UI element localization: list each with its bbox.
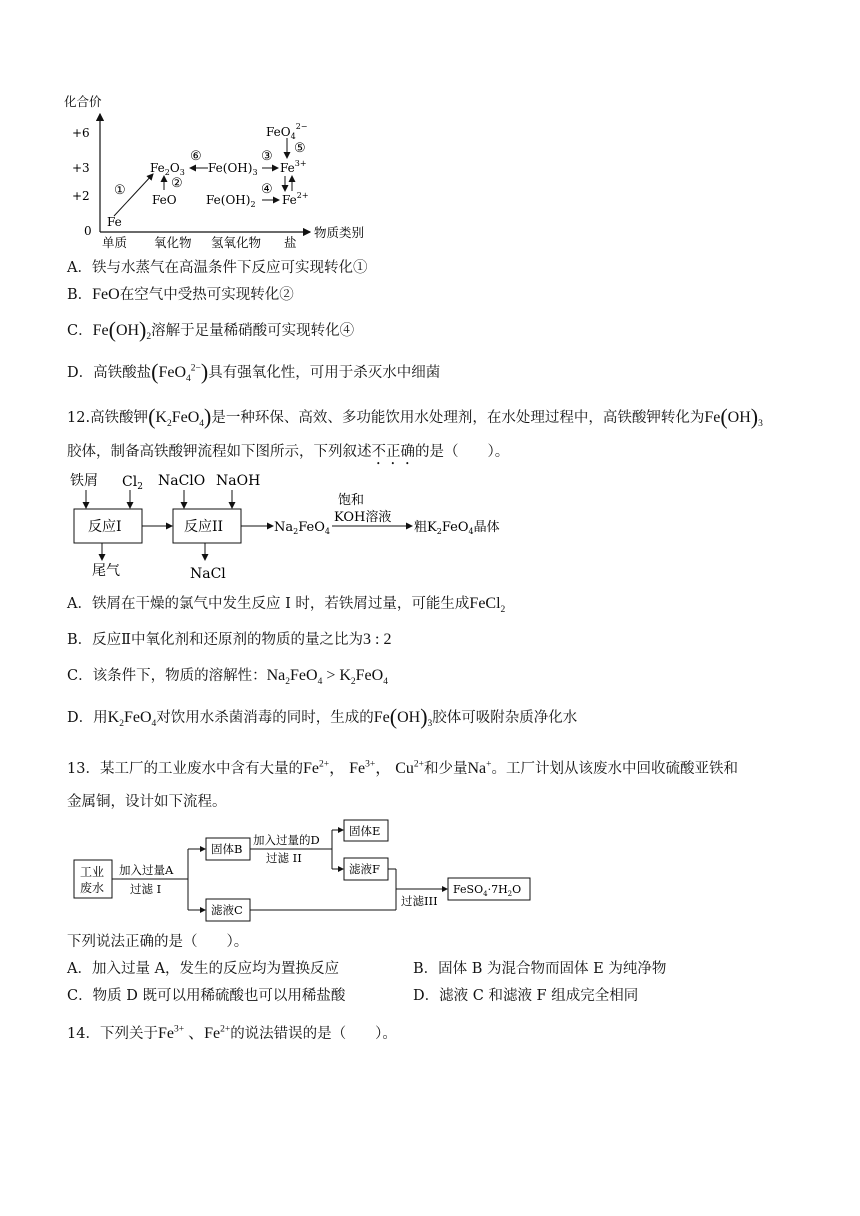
q13-text-2: 和少量 <box>423 761 468 777</box>
q12-text-2: 是一种环保、高效、多功能饮用水处理剂，在水处理过程中，高铁酸钾转化为 <box>211 410 705 426</box>
q13-na-ion: Na+ <box>467 759 492 777</box>
q12-option-b <box>67 630 391 650</box>
q12-box-reaction1: 反应I <box>88 519 122 535</box>
q11-b-label: B． <box>67 287 93 303</box>
q12-feoh3: $Fe(OH)_3$ <box>704 404 763 430</box>
step-5: ⑤ <box>294 141 306 156</box>
q11-b-formula: FeO <box>92 286 120 303</box>
q13-option-d: D．滤液 C 和滤液 F 组成完全相同 <box>413 988 639 1004</box>
q13-filtrate-c: 滤液C <box>211 903 243 917</box>
q12-number: 12. <box>67 410 91 426</box>
q12-option-c <box>67 666 388 686</box>
q14-ions: $Fe^{3+}$ 、$Fe^{2+}$ <box>157 1024 231 1042</box>
q13-prompt: 下列说法正确的是（ ）。 <box>67 934 249 950</box>
q12-in-naclo: NaClO <box>158 473 206 489</box>
q11-c-label: C． <box>67 323 93 339</box>
q12-d-feoh3: $Fe(OH)_3$ <box>373 704 433 730</box>
cat-salt: 盐 <box>284 235 297 250</box>
species-fe2o3: $Fe_2O_3$ <box>150 161 185 177</box>
species-feo4: FeO$_4^{2-}$ <box>266 122 308 141</box>
q12-b-ratio: 3 : 2 <box>363 631 392 648</box>
q12-out-tailgas: 尾气 <box>92 563 120 579</box>
q13-filtrate-f: 滤液F <box>349 862 380 876</box>
q11-c-text: 溶解于足量稀硝酸可实现转化④ <box>151 323 355 339</box>
q11-option-a: A．铁与水蒸气在高温条件下反应可实现转化① <box>67 260 368 276</box>
step-1: ① <box>114 183 126 198</box>
cat-hydroxide: 氢氧化物 <box>211 235 262 250</box>
q12-cond-koh: KOH溶液 <box>334 510 392 525</box>
y-tick-3: +3 <box>72 161 90 175</box>
q11-c-formula: $Fe(OH)_2$ <box>92 317 152 343</box>
q12-text-3-end: 的是（ ）。 <box>415 444 510 460</box>
q13-start-1: 工业 <box>80 865 105 879</box>
q12-text-1: 高铁酸钾 <box>90 410 149 426</box>
step-3: ③ <box>261 149 273 164</box>
q13-solid-b: 固体B <box>211 842 243 856</box>
x-axis-label: 物质类别 <box>314 225 365 240</box>
step-6: ⑥ <box>190 149 202 164</box>
q13-stem-line2: 金属铜，设计如下流程。 <box>67 794 227 810</box>
q14-stem <box>67 1024 397 1044</box>
q13-step1-add: 加入过量A <box>119 863 174 877</box>
y-tick-6: +6 <box>72 126 90 140</box>
q12-na2feo4: $Na_2FeO_4$ <box>274 520 330 536</box>
q13-step3-filter: 过滤III <box>401 894 438 908</box>
q13-step2-filter: 过滤 II <box>266 851 302 865</box>
q14-text-2: 的说法错误的是（ ）。 <box>230 1026 397 1042</box>
q13-solid-e: 固体E <box>349 824 381 838</box>
q14-text-1: 14．下列关于 <box>67 1026 158 1042</box>
q13-text-1: 13．某工厂的工业废水中含有大量的 <box>67 761 303 777</box>
cat-oxide: 氧化物 <box>154 235 192 250</box>
q13-start-2: 废水 <box>80 881 105 895</box>
q12-text-3: 胶体，制备高铁酸钾流程如下图所示，下列叙述 <box>67 444 372 460</box>
q12-option-a <box>67 594 505 614</box>
q12-in-iron: 铁屑 <box>70 473 98 489</box>
q13-option-c: C．物质 D 既可以用稀硫酸也可以用稀盐酸 <box>67 988 346 1004</box>
q13-option-a: A．加入过量 A，发生的反应均为置换反应 <box>67 961 340 977</box>
q11-option-c <box>67 317 355 343</box>
y-tick-0: 0 <box>84 224 92 238</box>
q12-cond-sat: 饱和 <box>338 493 365 508</box>
q11-d-formula: (FeO$_4^{2-}$) <box>151 359 209 385</box>
q13-step2-add: 加入过量的D <box>253 833 320 847</box>
species-fe2: $Fe^{2+}$ <box>282 191 309 207</box>
q12-a-formula: FeCl$_2$ <box>469 595 506 616</box>
y-axis-label: 化合价 <box>64 94 102 109</box>
q12-in-cl2: $Cl_2$ <box>122 474 143 492</box>
species-fe: Fe <box>107 215 122 229</box>
q12-flowchart <box>62 468 522 582</box>
cat-element: 单质 <box>102 235 128 250</box>
q12-option-d <box>67 704 578 730</box>
q12-a-text: A．铁屑在干燥的氯气中发生反应 I 时，若铁屑过量，可能生成 <box>67 596 470 612</box>
q13-text-3: 。工厂计划从该废水中回收硫酸亚铁和 <box>491 761 738 777</box>
q11-b-text: 在空气中受热可实现转化② <box>119 287 294 303</box>
species-feoh2: $Fe(OH)_2$ <box>206 193 256 209</box>
q11-option-d <box>67 359 441 385</box>
q12-stem-line1 <box>67 404 763 430</box>
q12-d-text-3: 胶体可吸附杂质净化水 <box>432 710 578 726</box>
q12-d-k2feo4: $K_2FeO_4$ <box>107 709 157 730</box>
q11-d-text: 具有强氧化性，可用于杀灭水中细菌 <box>208 365 441 381</box>
q12-k2feo4: $(K_2FeO_4)$ <box>148 404 212 430</box>
q13-step1-filter: 过滤 I <box>130 882 162 896</box>
q11-option-b <box>67 285 294 305</box>
step-4: ④ <box>261 182 273 197</box>
q12-emphasis: 不正确 <box>371 444 415 460</box>
q12-final-product: 粗$K_2FeO_4$晶体 <box>414 520 500 536</box>
q13-option-b: B．固体 B 为混合物而固体 E 为纯净物 <box>413 961 667 977</box>
q12-d-text-1: D．用 <box>67 710 108 726</box>
q12-d-text-2: 对饮用水杀菌消毒的同时，生成的 <box>156 710 374 726</box>
q12-box-reaction2: 反应II <box>184 519 224 535</box>
iron-valence-diagram <box>62 92 372 252</box>
q13-flowchart <box>70 818 540 928</box>
species-feo: FeO <box>152 193 177 207</box>
q12-out-nacl: NaCl <box>190 566 226 582</box>
q13-product: $FeSO_4\cdot 7H_2O$ <box>453 883 522 898</box>
q12-stem-line2 <box>67 442 509 468</box>
species-feoh3: $Fe(OH)_3$ <box>208 161 258 177</box>
q12-c-text: C．该条件下，物质的溶解性： <box>67 668 267 684</box>
species-fe3: $Fe^{3+}$ <box>280 159 307 175</box>
q12-b-text: B．反应Ⅱ中氧化剂和还原剂的物质的量之比为 <box>67 632 364 648</box>
y-tick-2: +2 <box>72 189 90 203</box>
q13-ions: $Fe^{2+}$， $Fe^{3+}$， $Cu^{2+}$ <box>302 759 424 777</box>
q13-stem-line1 <box>67 759 738 779</box>
step-2: ② <box>171 176 183 191</box>
q12-c-formula: $Na_2FeO_4 > K_2FeO_4$ <box>266 667 388 688</box>
q11-d-label: D．高铁酸盐 <box>67 365 152 381</box>
q12-in-naoh: NaOH <box>216 473 261 489</box>
